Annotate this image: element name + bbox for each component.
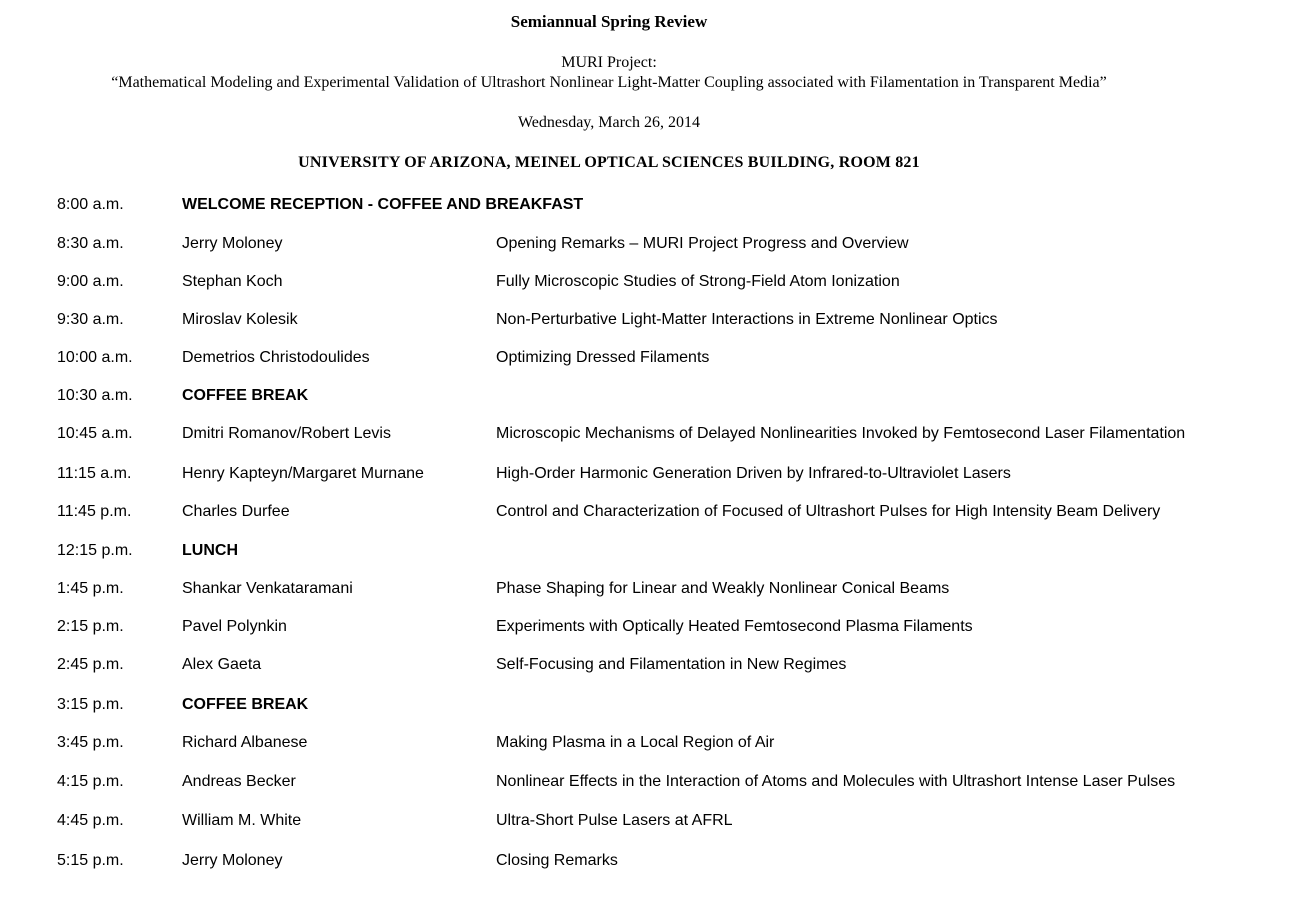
session-time: 8:00 a.m. [57,196,124,213]
session-time: 9:00 a.m. [57,273,124,290]
schedule-row [0,732,1296,754]
schedule-break-row [0,385,1296,407]
session-speaker: William M. White [182,812,302,829]
session-talk-title: Experiments with Optically Heated Femtosecond Plasma Filaments [496,618,973,635]
schedule-break-row [0,540,1296,562]
session-time: 12:15 p.m. [57,542,133,559]
session-talk-title: Opening Remarks – MURI Project Progress and Overview [496,235,909,252]
session-time: 3:15 p.m. [57,696,124,713]
schedule-break-row [0,194,1296,216]
schedule-row [0,654,1296,676]
schedule-row [0,578,1296,600]
session-talk-title: Self-Focusing and Filamentation in New Regimes [496,656,847,673]
event-location: UNIVERSITY OF ARIZONA, MEINEL OPTICAL SCIENCES BUILDING, ROOM 821 [298,154,920,171]
schedule-row [0,501,1296,523]
session-speaker: Andreas Becker [182,773,296,790]
schedule-row [0,850,1296,872]
schedule-row [0,233,1296,255]
schedule-row [0,616,1296,638]
session-speaker: Pavel Polynkin [182,618,287,635]
session-time: 9:30 a.m. [57,311,124,328]
schedule-row [0,810,1296,832]
session-event: COFFEE BREAK [182,387,309,404]
session-time: 4:45 p.m. [57,812,124,829]
session-talk-title: Optimizing Dressed Filaments [496,349,710,366]
session-time: 11:45 p.m. [57,503,132,520]
session-speaker: Alex Gaeta [182,656,262,673]
session-talk-title: High-Order Harmonic Generation Driven by Infrared-to-Ultraviolet Lasers [496,465,1011,482]
project-label: MURI Project: [561,54,657,71]
session-talk-title: Phase Shaping for Linear and Weakly Nonlinear Conical Beams [496,580,950,597]
session-talk-title: Non-Perturbative Light-Matter Interactions in Extreme Nonlinear Optics [496,311,998,328]
schedule-row [0,423,1296,445]
session-time: 3:45 p.m. [57,734,124,751]
project-title: “Mathematical Modeling and Experimental Validation of Ultrashort Nonlinear Light-Matter Coupling associated with Filamentation in Transparent Media” [111,74,1107,91]
session-event: LUNCH [182,542,238,559]
session-speaker: Stephan Koch [182,273,283,290]
session-time: 10:30 a.m. [57,387,133,404]
document-title: Semiannual Spring Review [510,12,708,31]
schedule-row [0,271,1296,293]
session-time: 10:45 a.m. [57,425,133,442]
session-event: COFFEE BREAK [182,696,309,713]
session-speaker: Dmitri Romanov/Robert Levis [182,425,391,442]
session-speaker: Richard Albanese [182,734,308,751]
session-time: 1:45 p.m. [57,580,124,597]
schedule-row [0,309,1296,331]
session-event: WELCOME RECEPTION - COFFEE AND BREAKFAST [182,196,584,213]
session-time: 5:15 p.m. [57,852,124,869]
schedule-row [0,771,1296,793]
session-talk-title: Making Plasma in a Local Region of Air [496,734,775,751]
session-talk-title: Fully Microscopic Studies of Strong-Field Atom Ionization [496,273,900,290]
session-speaker: Jerry Moloney [182,235,283,252]
session-time: 2:15 p.m. [57,618,124,635]
session-speaker: Jerry Moloney [182,852,283,869]
schedule-break-row [0,694,1296,716]
session-time: 4:15 p.m. [57,773,124,790]
session-time: 11:15 a.m. [57,465,132,482]
session-talk-title: Nonlinear Effects in the Interaction of Atoms and Molecules with Ultrashort Intense Laser Pulses [496,773,1176,790]
session-time: 2:45 p.m. [57,656,124,673]
session-speaker: Henry Kapteyn/Margaret Murnane [182,465,424,482]
session-speaker: Miroslav Kolesik [182,311,298,328]
session-speaker: Demetrios Christodoulides [182,349,370,366]
schedule-row [0,463,1296,485]
session-talk-title: Ultra-Short Pulse Lasers at AFRL [496,812,733,829]
session-time: 8:30 a.m. [57,235,124,252]
event-date: Wednesday, March 26, 2014 [517,114,701,131]
session-speaker: Shankar Venkataramani [182,580,353,597]
session-time: 10:00 a.m. [57,349,133,366]
session-talk-title: Microscopic Mechanisms of Delayed Nonlinearities Invoked by Femtosecond Laser Filamentation [496,425,1186,442]
session-talk-title: Closing Remarks [496,852,618,869]
schedule-row [0,347,1296,369]
session-speaker: Charles Durfee [182,503,290,520]
session-talk-title: Control and Characterization of Focused of Ultrashort Pulses for High Intensity Beam Delivery [496,503,1161,520]
